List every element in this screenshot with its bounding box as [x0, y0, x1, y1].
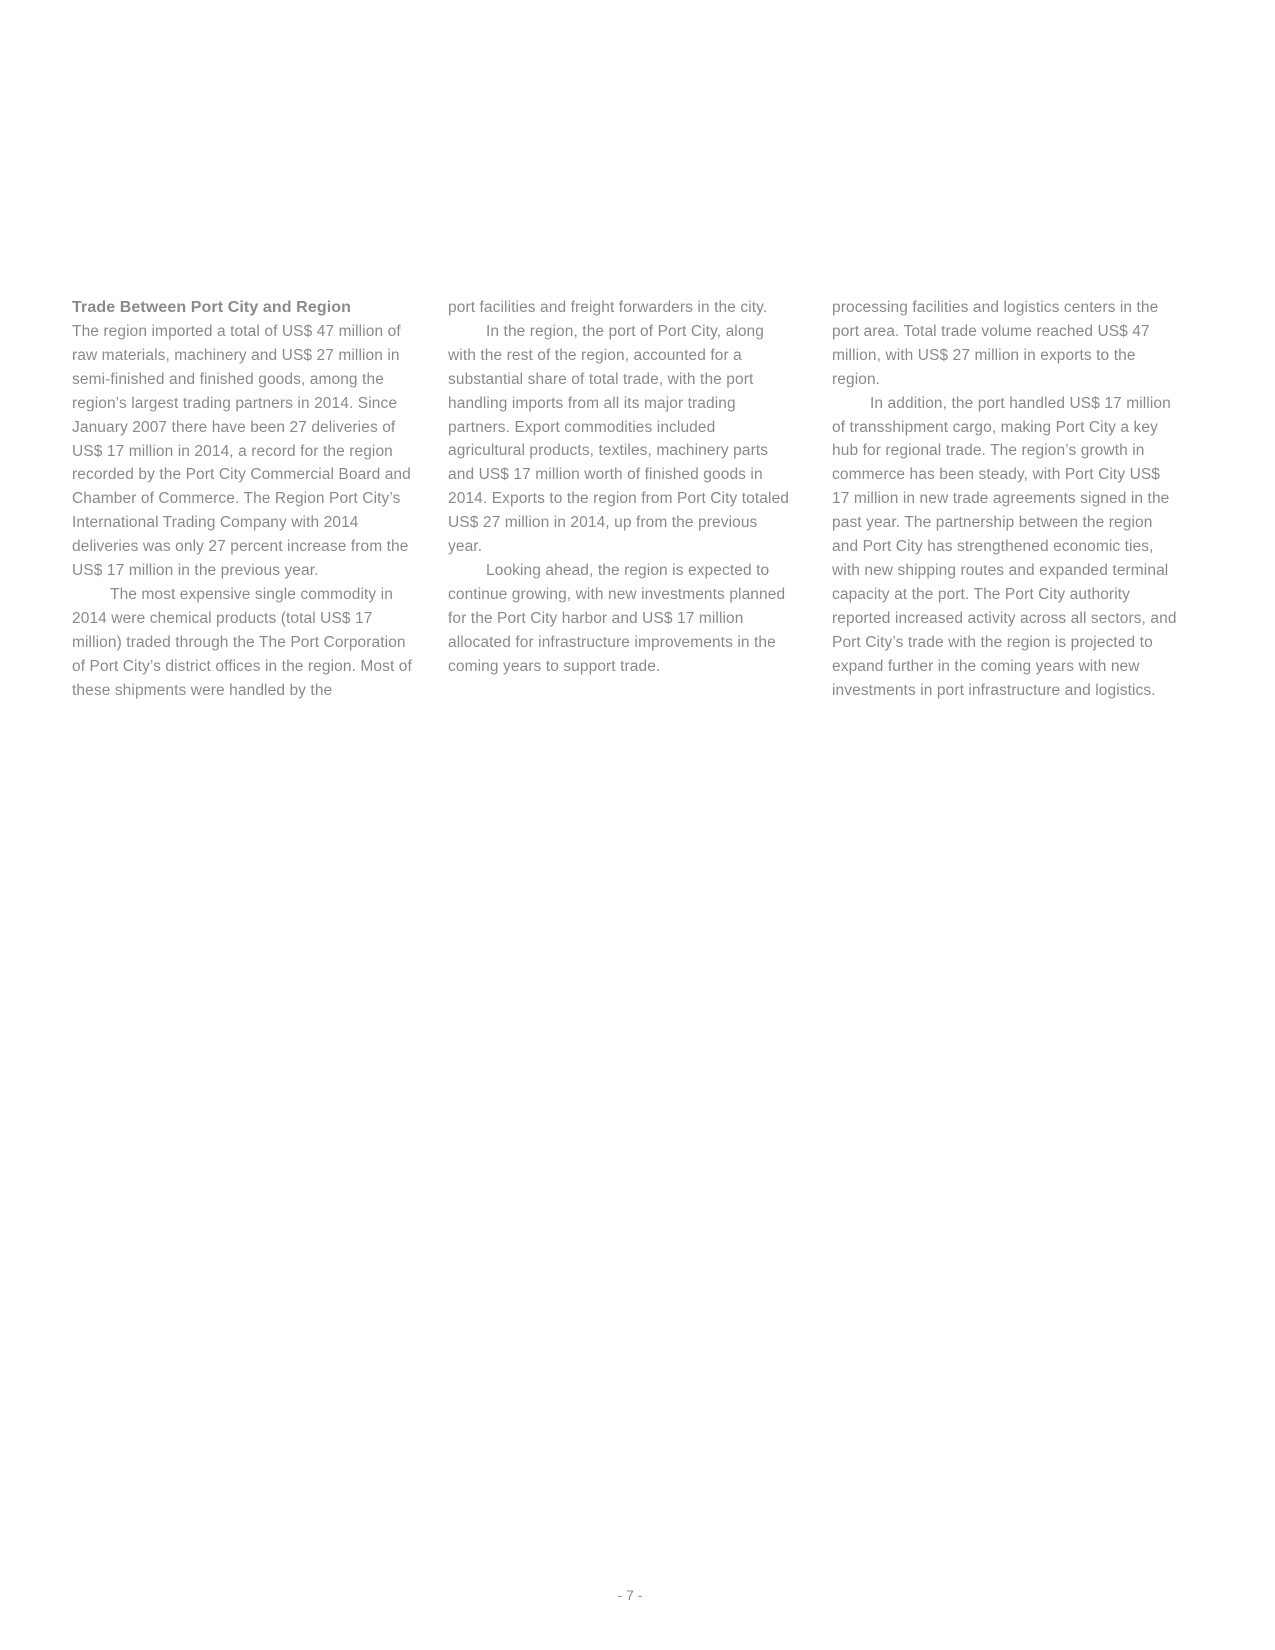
page-number: - 7 -: [617, 1587, 643, 1603]
body-paragraph: The most expensive single commodity in 2014 were chemical products (total US$ 17 million) traded through the The Port Corporation of Port City’s district offices in the region. Most of these shipments were handled by the: [72, 585, 412, 699]
body-paragraph: In addition, the port handled US$ 17 million of transshipment cargo, making Port City a key hub for regional trade. The region’s growth in commerce has been steady, with Port City US$ 17 million in new trade agreements signed in the past year. The partnership between the region and Port City has strengthened economic ties, with new shipping routes and expanded terminal capacity at the port. The Port City authority reported increased activity across all sectors, and Port City’s trade with the region is projected to expand further in the coming years with new investments in port infrastructure and logistics.: [832, 394, 1177, 699]
text-column-1: [72, 296, 417, 703]
text-column-3: [832, 296, 1177, 702]
text-column-2: [448, 296, 793, 679]
body-paragraph: The region imported a total of US$ 47 million of raw materials, machinery and US$ 27 million in semi-finished and finished goods, among the region’s largest trading partners in 2014. Since January 2007 there have been 27 deliveries of US$ 17 million in 2014, a record for the region recorded by the Port City Commercial Board and Chamber of Commerce. The Region Port City’s International Trading Company with 2014 deliveries was only 27 percent increase from the US$ 17 million in the previous year.: [72, 323, 411, 580]
body-paragraph: processing facilities and logistics centers in the port area. Total trade volume reached US$ 47 million, with US$ 27 million in exports to the region.: [832, 299, 1159, 388]
body-paragraph: Looking ahead, the region is expected to continue growing, with new investments planned for the Port City harbor and US$ 17 million allocated for infrastructure improvements in the coming years to support trade.: [448, 561, 786, 675]
section-heading: Trade Between Port City and Region: [72, 299, 352, 316]
body-paragraph: In the region, the port of Port City, along with the rest of the region, accounted for a substantial share of total trade, with the port handling imports from all its major trading partners. Export commodities included agricultural products, textiles, machinery parts and US$ 17 million worth of finished goods in 2014. Exports to the region from Port City totaled US$ 27 million in 2014, up from the previous year.: [448, 322, 790, 556]
body-paragraph: port facilities and freight forwarders in the city.: [448, 299, 768, 316]
